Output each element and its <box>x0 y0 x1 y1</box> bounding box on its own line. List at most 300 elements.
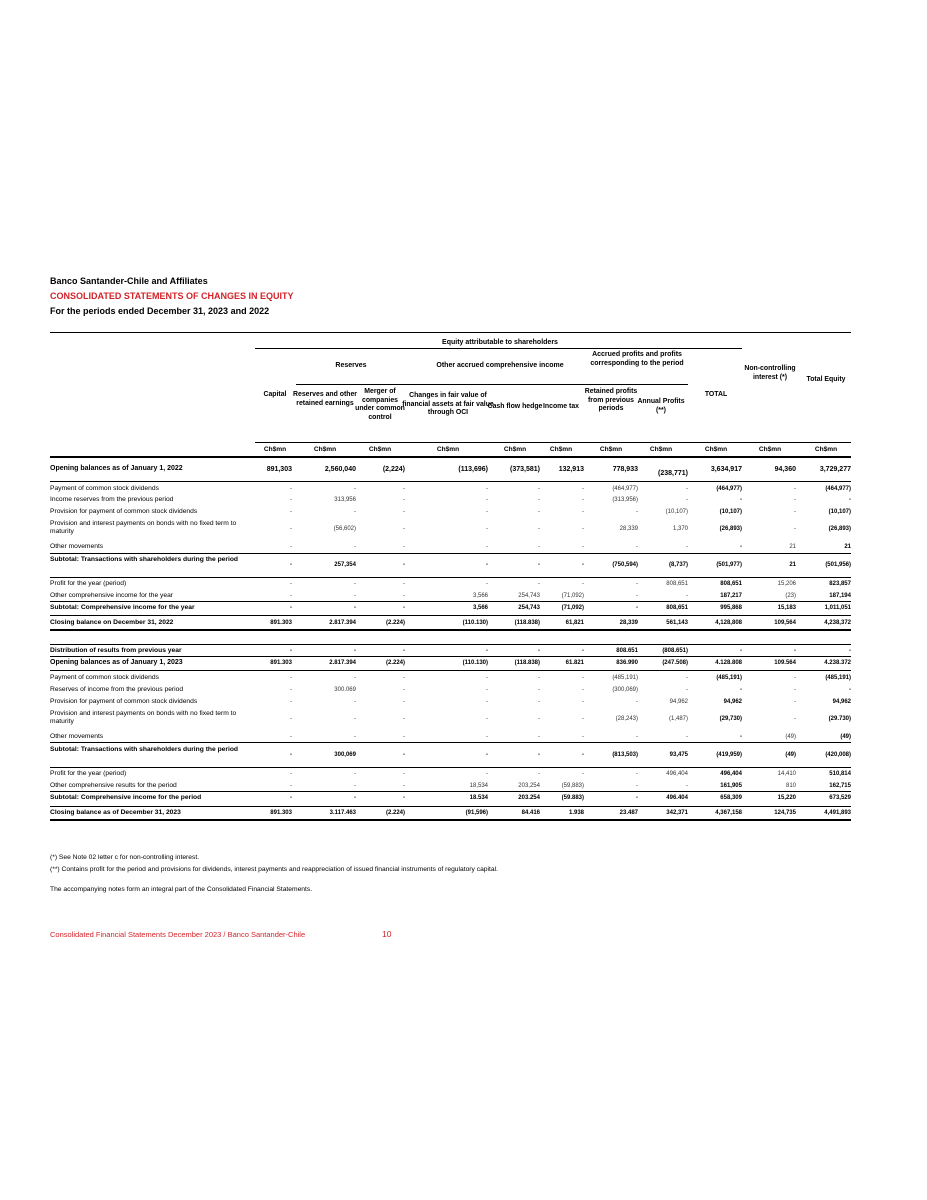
column-header-capital: Capital <box>263 391 287 398</box>
table-cell: (110.130) <box>462 620 488 626</box>
table-cell: - <box>403 795 405 801</box>
table-cell: - <box>636 783 638 789</box>
table-cell: 561,143 <box>666 620 688 626</box>
table-cell: - <box>794 648 796 654</box>
table-cell: - <box>636 544 638 550</box>
table-cell: 4.238.372 <box>824 660 851 666</box>
table-cell: (49) <box>785 734 796 740</box>
table-cell: (49) <box>785 752 796 758</box>
note-noncontrolling: (*) See Note 02 letter c for non-controlling interest. <box>50 854 200 861</box>
row-label: Other comprehensive results for the period <box>50 782 177 789</box>
note-annual-profits: (**) Contains profit for the period and provisions for dividends, interest payments and reappreciation of issued financial instruments of regulatory capital. <box>50 866 498 873</box>
rule-line <box>50 806 851 807</box>
table-cell: 61,821 <box>565 620 584 626</box>
table-cell: (238,771) <box>658 470 688 477</box>
table-cell: - <box>290 795 292 801</box>
table-cell: - <box>290 771 292 777</box>
rule-line <box>50 670 851 671</box>
table-cell: - <box>582 544 584 550</box>
rule-line <box>50 767 851 768</box>
table-cell: 4,128,808 <box>715 620 742 626</box>
table-cell: - <box>486 771 488 777</box>
table-cell: 3.117.463 <box>329 810 356 816</box>
table-cell: - <box>582 562 584 568</box>
table-cell: 132,913 <box>558 466 584 473</box>
table-cell: - <box>354 716 356 722</box>
row-label: Provision for payment of common stock dividends <box>50 698 198 705</box>
row-label: Other movements <box>50 543 104 550</box>
table-cell: - <box>290 497 292 503</box>
table-cell: - <box>538 734 540 740</box>
table-cell: - <box>403 509 405 515</box>
table-cell: - <box>354 486 356 492</box>
row-label: Other movements <box>50 733 104 740</box>
table-cell: 342,371 <box>666 810 688 816</box>
column-header-total: TOTAL <box>704 391 728 398</box>
rule-line <box>50 481 851 482</box>
table-cell: - <box>538 509 540 515</box>
table-cell: - <box>538 752 540 758</box>
table-cell: - <box>538 486 540 492</box>
table-cell: - <box>486 526 488 532</box>
table-cell: - <box>403 544 405 550</box>
table-cell: 658,309 <box>720 795 742 801</box>
table-cell: - <box>354 734 356 740</box>
row-label: Provision and interest payments on bonds with no fixed term to maturity <box>50 520 237 536</box>
row-label: Income reserves from the previous period <box>50 496 174 503</box>
table-cell: 254,743 <box>518 593 540 599</box>
table-cell: - <box>686 593 688 599</box>
table-cell: (485,191) <box>716 675 742 681</box>
row-label: Closing balance as of December 31, 2023 <box>50 809 181 816</box>
table-cell: 28,339 <box>619 620 638 626</box>
table-cell: - <box>403 687 405 693</box>
table-cell: 1.938 <box>568 810 584 816</box>
table-cell: - <box>538 716 540 722</box>
table-cell: (2,224) <box>382 466 405 473</box>
table-cell: - <box>403 699 405 705</box>
table-cell: - <box>486 497 488 503</box>
table-cell: - <box>403 581 405 587</box>
table-cell: 2.817.394 <box>329 620 356 626</box>
table-cell: - <box>740 687 742 693</box>
table-cell: 254,743 <box>518 605 540 611</box>
row-label: Provision and interest payments on bonds with no fixed term to maturity <box>50 710 237 726</box>
table-cell: 891.303 <box>270 620 292 626</box>
table-cell: 187,194 <box>829 593 851 599</box>
table-cell: - <box>538 544 540 550</box>
row-label: Subtotal: Comprehensive income for the period <box>50 794 202 801</box>
table-cell: - <box>290 526 292 532</box>
table-cell: - <box>686 783 688 789</box>
table-cell: 93,475 <box>669 752 688 758</box>
table-cell: 891.303 <box>270 660 292 666</box>
rule-line <box>255 442 851 443</box>
unit-label: Ch$mn <box>549 446 573 453</box>
table-cell: - <box>290 605 292 611</box>
table-cell: (501,977) <box>716 562 742 568</box>
table-cell: - <box>290 687 292 693</box>
table-cell: 21 <box>844 544 851 550</box>
table-cell: 18,534 <box>469 783 488 789</box>
table-cell: 23.487 <box>619 810 638 816</box>
table-cell: (2.224) <box>385 810 405 816</box>
page-footer: Consolidated Financial Statements December 2023 / Banco Santander-Chile <box>50 930 306 939</box>
table-cell: (29,730) <box>719 716 742 722</box>
table-cell: 2,560,040 <box>324 466 356 473</box>
table-cell: - <box>686 675 688 681</box>
row-label: Provision for payment of common stock dividends <box>50 508 198 515</box>
table-cell: - <box>686 687 688 693</box>
table-cell: - <box>538 526 540 532</box>
table-cell: 4.128.808 <box>715 660 742 666</box>
table-cell: - <box>403 605 405 611</box>
table-cell: - <box>582 675 584 681</box>
table-cell: - <box>486 562 488 568</box>
table-cell: (300,069) <box>612 687 638 693</box>
table-cell: - <box>486 648 488 654</box>
unit-label: Ch$mn <box>649 446 673 453</box>
table-cell: - <box>290 581 292 587</box>
row-label: Reserves of income from the previous period <box>50 686 184 693</box>
unit-label: Ch$mn <box>436 446 460 453</box>
table-cell: 94,962 <box>669 699 688 705</box>
table-cell: - <box>582 734 584 740</box>
table-cell: (10,107) <box>828 509 851 515</box>
table-cell: - <box>290 675 292 681</box>
table-cell: (501,956) <box>825 562 851 568</box>
rule-line <box>255 348 742 349</box>
table-cell: - <box>354 699 356 705</box>
table-cell: (813,503) <box>612 752 638 758</box>
table-cell: 257,354 <box>334 562 356 568</box>
table-cell: - <box>794 716 796 722</box>
table-cell: - <box>794 675 796 681</box>
column-header-annual-profits: Annual Profits (**) <box>637 398 685 414</box>
table-cell: 4,491,893 <box>824 810 851 816</box>
group-reserves-header: Reserves <box>335 362 367 369</box>
unit-label: Ch$mn <box>814 446 838 453</box>
table-cell: 203.254 <box>518 795 540 801</box>
table-cell: - <box>582 581 584 587</box>
table-cell: (420,008) <box>825 752 851 758</box>
table-cell: 109,564 <box>774 620 796 626</box>
table-cell: - <box>403 648 405 654</box>
column-header-merger: Merger of companies under common control <box>355 388 405 421</box>
table-cell: - <box>538 699 540 705</box>
table-cell: 3,566 <box>472 605 488 611</box>
table-cell: - <box>486 716 488 722</box>
table-cell: - <box>403 783 405 789</box>
table-cell: - <box>354 795 356 801</box>
table-cell: - <box>486 687 488 693</box>
table-cell: - <box>849 648 851 654</box>
table-cell: (28,243) <box>615 716 638 722</box>
row-label: Opening balances as of January 1, 2023 <box>50 659 183 666</box>
column-header-reserves-other: Reserves and other retained earnings <box>293 391 357 407</box>
table-cell: (26,893) <box>719 526 742 532</box>
table-cell: - <box>486 675 488 681</box>
table-cell: (118.838) <box>514 620 540 626</box>
unit-label: Ch$mn <box>313 446 337 453</box>
table-cell: (464,977) <box>716 486 742 492</box>
table-cell: 836.990 <box>616 660 638 666</box>
table-cell: - <box>794 486 796 492</box>
table-cell: (71,092) <box>561 593 584 599</box>
table-cell: (59.883) <box>561 795 584 801</box>
table-cell: - <box>582 716 584 722</box>
row-label: Profit for the year (period) <box>50 770 127 777</box>
table-cell: - <box>538 562 540 568</box>
table-cell: (118.838) <box>514 660 540 666</box>
table-cell: 162,715 <box>829 783 851 789</box>
table-cell: (2.224) <box>385 620 405 626</box>
row-label: Payment of common stock dividends <box>50 674 159 681</box>
table-cell: 94,962 <box>723 699 742 705</box>
table-cell: - <box>290 699 292 705</box>
table-cell: - <box>290 509 292 515</box>
table-cell: - <box>582 752 584 758</box>
table-cell: 61.821 <box>565 660 584 666</box>
group-oci-header: Other accrued comprehensive income <box>436 362 564 369</box>
table-cell: - <box>636 593 638 599</box>
table-cell: 4,367,158 <box>715 810 742 816</box>
table-cell: - <box>354 605 356 611</box>
table-cell: - <box>354 509 356 515</box>
table-cell: - <box>290 593 292 599</box>
table-cell: 94,360 <box>774 466 796 473</box>
table-cell: (113,696) <box>458 466 488 473</box>
table-cell: 3,729,277 <box>819 466 851 473</box>
table-cell: (485,191) <box>825 675 851 681</box>
table-cell: - <box>582 509 584 515</box>
table-cell: - <box>486 509 488 515</box>
rule-line <box>50 742 851 743</box>
table-cell: - <box>354 593 356 599</box>
table-cell: (71,092) <box>561 605 584 611</box>
table-cell: - <box>486 486 488 492</box>
table-cell: (8,737) <box>668 562 688 568</box>
table-cell: 15,183 <box>777 605 796 611</box>
table-cell: 810 <box>785 783 796 789</box>
table-cell: 808.651 <box>616 648 638 654</box>
table-cell: - <box>636 699 638 705</box>
table-cell: - <box>486 734 488 740</box>
table-cell: - <box>538 497 540 503</box>
table-cell: 84.416 <box>521 810 540 816</box>
table-cell: - <box>290 544 292 550</box>
table-cell: 21 <box>789 562 796 568</box>
table-cell: 673,529 <box>829 795 851 801</box>
table-cell: (110.130) <box>462 660 488 666</box>
company-name: Banco Santander-Chile and Affiliates <box>50 276 208 286</box>
table-cell: - <box>403 716 405 722</box>
table-cell: (59,883) <box>561 783 584 789</box>
unit-label: Ch$mn <box>368 446 392 453</box>
table-cell: (464,977) <box>612 486 638 492</box>
table-cell: - <box>740 734 742 740</box>
column-header-income-tax: Income tax <box>543 403 579 410</box>
table-cell: 109.564 <box>774 660 796 666</box>
table-cell: - <box>538 581 540 587</box>
table-cell: - <box>794 509 796 515</box>
column-header-cash-flow-hedge: Cash flow hedge <box>487 403 543 410</box>
table-cell: (49) <box>840 734 851 740</box>
table-cell: - <box>538 675 540 681</box>
table-cell: (26,893) <box>828 526 851 532</box>
table-cell: - <box>354 648 356 654</box>
table-cell: 891,303 <box>266 466 292 473</box>
table-cell: 995,868 <box>720 605 742 611</box>
table-cell: 496.404 <box>666 795 688 801</box>
table-cell: 14,410 <box>777 771 796 777</box>
table-cell: - <box>403 752 405 758</box>
page-number: 10 <box>382 929 392 939</box>
rule-line <box>296 384 688 385</box>
table-cell: (2.224) <box>385 660 405 666</box>
table-cell: 187,217 <box>720 593 742 599</box>
rule-line <box>50 456 851 458</box>
table-cell: - <box>686 486 688 492</box>
table-cell: - <box>794 699 796 705</box>
period-subtitle: For the periods ended December 31, 2023 and 2022 <box>50 306 270 316</box>
table-cell: - <box>354 771 356 777</box>
table-cell: - <box>354 783 356 789</box>
table-cell: - <box>740 648 742 654</box>
rule-line <box>50 601 851 602</box>
table-cell: - <box>582 687 584 693</box>
table-cell: - <box>290 716 292 722</box>
table-cell: - <box>403 562 405 568</box>
table-cell: - <box>403 526 405 532</box>
table-cell: 3,566 <box>472 593 488 599</box>
table-cell: - <box>290 783 292 789</box>
table-cell: - <box>290 562 292 568</box>
table-cell: (419,959) <box>716 752 742 758</box>
table-cell: - <box>636 605 638 611</box>
table-cell: - <box>849 497 851 503</box>
row-label: Distribution of results from previous year <box>50 647 182 654</box>
row-label: Closing balance on December 31, 2022 <box>50 619 174 626</box>
statement-title: CONSOLIDATED STATEMENTS OF CHANGES IN EQUITY <box>50 291 294 301</box>
row-label: Other comprehensive income for the year <box>50 592 174 599</box>
table-cell: (29.730) <box>828 716 851 722</box>
column-header-non-controlling: Non-controlling interest (*) <box>744 365 796 381</box>
rule-line <box>50 553 851 554</box>
table-cell: 124,735 <box>774 810 796 816</box>
row-label: Subtotal: Comprehensive income for the year <box>50 604 195 611</box>
group-accrued-header: Accrued profits and profits corresponding to the period <box>590 351 684 367</box>
table-cell: - <box>403 734 405 740</box>
table-cell: - <box>290 752 292 758</box>
table-cell: 496,404 <box>666 771 688 777</box>
rule-line <box>50 819 851 821</box>
table-cell: (10,107) <box>719 509 742 515</box>
table-cell: 808,651 <box>720 581 742 587</box>
table-cell: - <box>290 648 292 654</box>
table-cell: (56,602) <box>333 526 356 532</box>
table-cell: - <box>582 486 584 492</box>
table-cell: 808,651 <box>666 581 688 587</box>
table-cell: - <box>354 544 356 550</box>
rule-line <box>50 332 851 333</box>
table-cell: 300.069 <box>334 687 356 693</box>
rule-line <box>50 629 851 631</box>
table-cell: 161,905 <box>720 783 742 789</box>
table-cell: (485,191) <box>612 675 638 681</box>
table-cell: - <box>538 771 540 777</box>
column-header-fair-value-oci: Changes in fair value of financial assets at fair value through OCI <box>402 392 494 416</box>
table-cell: 2.817.394 <box>329 660 356 666</box>
table-cell: - <box>582 648 584 654</box>
column-header-total-equity: Total Equity <box>806 376 846 383</box>
rule-line <box>50 656 851 657</box>
table-cell: 94,962 <box>832 699 851 705</box>
table-cell: - <box>582 497 584 503</box>
table-cell: (750,594) <box>612 562 638 568</box>
table-cell: - <box>794 687 796 693</box>
rule-line <box>50 577 851 578</box>
column-header-retained-profits: Retained profits from previous periods <box>584 388 638 412</box>
table-cell: 313,956 <box>334 497 356 503</box>
table-cell: - <box>582 771 584 777</box>
table-cell: - <box>290 734 292 740</box>
row-label: Opening balances as of January 1, 2022 <box>50 465 183 472</box>
table-cell: 28,339 <box>619 526 638 532</box>
table-cell: (10,107) <box>665 509 688 515</box>
row-label: Profit for the year (period) <box>50 580 127 587</box>
table-cell: - <box>849 687 851 693</box>
rule-line <box>50 791 851 792</box>
table-cell: - <box>403 593 405 599</box>
table-cell: (313,956) <box>612 497 638 503</box>
group-equity-header: Equity attributable to shareholders <box>442 339 558 346</box>
table-cell: (1,487) <box>668 716 688 722</box>
table-cell: 778,933 <box>612 466 638 473</box>
table-cell: 496,404 <box>720 771 742 777</box>
unit-label: Ch$mn <box>758 446 782 453</box>
table-cell: - <box>794 497 796 503</box>
table-cell: - <box>354 675 356 681</box>
table-cell: (247.508) <box>662 660 688 666</box>
table-cell: 510,814 <box>829 771 851 777</box>
table-cell: 1,011,051 <box>824 605 851 611</box>
table-cell: - <box>794 526 796 532</box>
table-cell: - <box>740 497 742 503</box>
table-cell: - <box>486 699 488 705</box>
note-accompanying: The accompanying notes form an integral part of the Consolidated Financial Statements. <box>50 886 313 893</box>
unit-label: Ch$mn <box>263 446 287 453</box>
table-cell: - <box>636 771 638 777</box>
table-cell: 15,220 <box>777 795 796 801</box>
table-cell: - <box>486 544 488 550</box>
table-cell: 823,857 <box>829 581 851 587</box>
row-label: Subtotal: Transactions with shareholders during the period <box>50 556 239 563</box>
row-label: Subtotal: Transactions with shareholders during the period <box>50 746 239 753</box>
table-cell: 3,634,917 <box>710 466 742 473</box>
table-cell: - <box>686 497 688 503</box>
table-cell: - <box>486 752 488 758</box>
table-cell: - <box>636 581 638 587</box>
table-cell: 203,254 <box>518 783 540 789</box>
table-cell: (23) <box>785 593 796 599</box>
rule-line <box>50 615 851 616</box>
unit-label: Ch$mn <box>599 446 623 453</box>
table-cell: - <box>636 795 638 801</box>
table-cell: - <box>636 734 638 740</box>
table-cell: - <box>538 648 540 654</box>
table-cell: - <box>740 544 742 550</box>
